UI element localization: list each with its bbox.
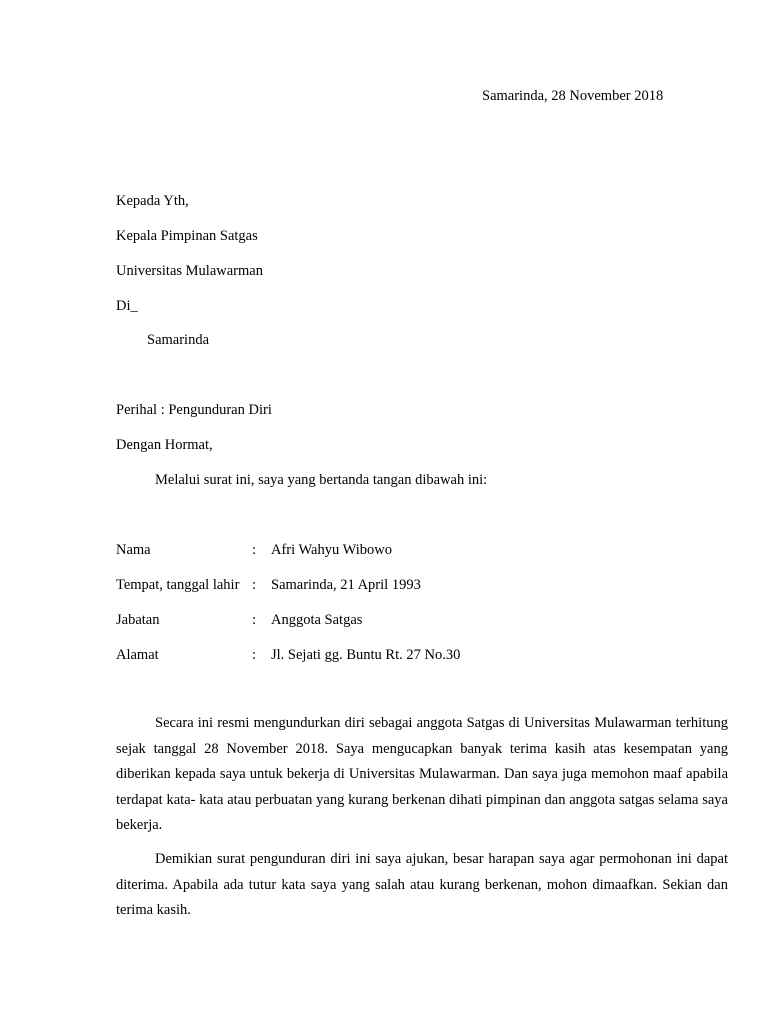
- field-value-address: Jl. Sejati gg. Buntu Rt. 27 No.30: [271, 647, 461, 663]
- field-label-position: Jabatan: [116, 612, 160, 628]
- recipient-salutation: Kepada Yth,: [116, 193, 189, 209]
- body-paragraph-closing: Demikian surat pengunduran diri ini saya ajukan, besar harapan saya agar permohonan ini dapat diterima. Apabila ada tutur kata saya yang salah atau kurang berkenan, mohon dimaafkan. Sekian dan terima kasih.: [116, 851, 728, 918]
- letter-greeting: Dengan Hormat,: [116, 437, 213, 453]
- field-label-birth: Tempat, tanggal lahir: [116, 577, 240, 593]
- recipient-institution: Universitas Mulawarman: [116, 263, 263, 279]
- field-value-birth: Samarinda, 21 April 1993: [271, 577, 421, 593]
- field-colon: :: [252, 647, 257, 663]
- body-paragraph-resignation: Secara ini resmi mengundurkan diri sebagai anggota Satgas di Universitas Mulawarman terhitung sejak tanggal 28 November 2018. Saya mengucapkan banyak terima kasih atas kesempatan yang diberikan kepada saya untuk bekerja di Universitas Mulawarman. Dan saya juga memohon maaf apabila terdapat kata- kata atau perbuatan yang kurang berkenan dihati pimpinan dan anggota satgas selama saya bekerja.: [116, 715, 728, 833]
- field-value-position: Anggota Satgas: [271, 612, 363, 628]
- letter-subject: Perihal : Pengunduran Diri: [116, 402, 272, 418]
- field-colon: :: [252, 542, 257, 558]
- field-label-address: Alamat: [116, 647, 159, 663]
- field-value-name: Afri Wahyu Wibowo: [271, 542, 392, 558]
- recipient-di: Di_: [116, 298, 138, 314]
- place-date: Samarinda, 28 November 2018: [482, 88, 664, 104]
- recipient-title: Kepala Pimpinan Satgas: [116, 228, 258, 244]
- field-colon: :: [252, 577, 257, 593]
- field-colon: :: [252, 612, 257, 628]
- letter-intro: Melalui surat ini, saya yang bertanda tangan dibawah ini:: [155, 472, 488, 488]
- recipient-city: Samarinda: [147, 332, 210, 348]
- field-label-name: Nama: [116, 542, 151, 558]
